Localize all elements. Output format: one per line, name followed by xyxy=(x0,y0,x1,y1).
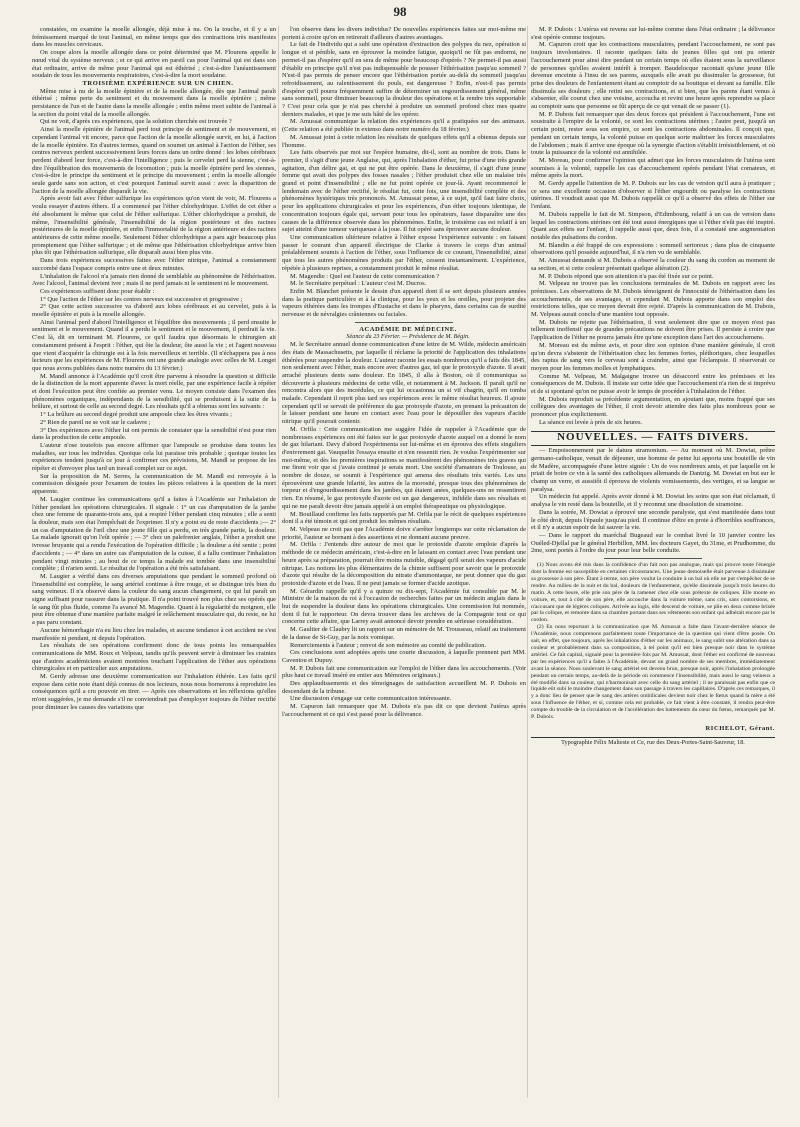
paragraph: On coupe alors la moelle allongée dans ce point déterminé que M. Flourens appelle le nœud vital du système nerveux ; et ce qui arrive en pareil cas pour l'animal qui est dans son état ordinaire, arrive de même pour l'animal qui est éthérisé ; c'est-à-dire l'anéantissement soudain de tous les mouvements respiratoires, c'est-à-dire la mort soudaine. xyxy=(32,49,276,80)
paragraph: 1° La brûlure au second degré produit une ampoule chez les êtres vivants ; xyxy=(40,411,232,419)
paragraph: M. Dubois reproduit sa précédente argumentation, en ajoutant que, moins frappé que ses collègues des avantages de l'éther, il croit devoir attendre des faits plus nombreux pour se prononcer plus explicitement. xyxy=(531,395,775,419)
printer-imprint: Typographie Félix Malteste et Ce, rue des Deux-Portes-Saint-Sauveur, 18. xyxy=(561,738,745,746)
paragraph: M. Gerdy appelle l'attention de M. P. Dubois sur les cas de version qu'il aura à pratiquer ; ce sera une excellente occasion d'observer si l'éther engourdit ou paralyse les contractions utérines. Il voudrait aussi que M. Dubois rappelât ce qu'il a observé des effets de l'éther sur l'enfant. xyxy=(531,180,775,211)
paragraph: 3° Des expériences avec l'éther lui ont permis de constater que la sensibilité n'est pour rien dans la production de cette ampoule. xyxy=(32,426,276,442)
paragraph: L'auteur n'ose toutefois pas encore affirmer que l'ampoule se produise dans toutes les maladies, sur tous les individus. Quoique cela lui paraisse très probable ; quoique toutes les expériences tendent jusqu'à ce jour à confirmer ces prévisions, M. Mandl se propose de les répéter et d'envoyer plus tard un travail complet sur ce sujet. xyxy=(32,441,276,473)
paragraph: M. Amussat joint à cette relation les résultats de quelques effets qu'il a obtenus depuis sur l'homme. xyxy=(282,133,526,149)
paragraph: constatées, on examine la moelle allongée, déjà mise à nu. On la touche, et il y a un frémissement marqué de tout l'animal, en même temps que des contractions très manifestes dans les muscles cervicaux. xyxy=(32,26,276,49)
paragraph: M. Capuron fait remarquer que M. Dubois n'a pas dit ce que devient l'utérus après l'accouchement et ce qui s'est passé pour la délivrance. xyxy=(282,703,526,718)
paragraph: Après avoir fait avec l'éther sulfurique les expériences qu'on vient de voir, M. Flourens a voulu essayer d'autres éthers. Il a commencé par l'éther chlorhydrique. L'effet de cet éther a été absolument le même que celui de l'éther sulfurique. L'éther chlorhydrique a produit, de même, l'insensibilité générale, l'insensibilité de la région postérieure et des racines postérieures de la moelle épinière, et enfin l'immortalité de la région antérieure et des racines antérieures de cette même moelle. Seulement l'éther chlorhydrique a paru agir beaucoup plus promptement que l'éther sulfurique ; et de même que l'éthérisation chlorhydrique arrive bien plus tôt que l'éthérisation sulfurique, elle disparaît aussi bien plus vite. xyxy=(32,195,276,257)
paragraph: M. Amussat communique la relation des expériences qu'il a pratiquées sur des animaux. (Cette relation a été publiée in extenso dans notre numéro du 18 février.) xyxy=(282,118,526,134)
paragraph: La séance est levée à près de six heures. xyxy=(539,418,643,426)
paragraph: Des applaudissements et des témoignages de satisfaction accueillent M. P. Dubois en descendant de la tribune. xyxy=(282,680,526,695)
paragraph: Dans la soirée, M. Dowiat a éprouvé une seconde paralysie, qui s'est manifestée dans tout le côté droit, depuis l'épaule jusqu'au pied. Il continue d'être en proie à d'horribles souffrances, et il n'y a aucun espoir de lui sauver la vie. xyxy=(531,508,775,532)
paragraph: M. Orfila : J'entends dire autour de moi que le protoxide d'azote emploie d'après la méthode de ce médecin américain, c'est-à-dire en le laissant en contact avec l'eau pendant une heure après sa préparation, pourrait être moins nuisible, dégagé qu'il serait des vapeurs d'acide nitrique. Les notions les plus élémentaires de la chimie suffisent pour savoir que le protoxide d'azote qui résulte de la décomposition du nitrate d'ammoniaque, ne peut donner que du gaz protoxide d'azote et de l'eau. Il ne peut jamais se former d'acide azotique. xyxy=(282,541,526,587)
paragraph: Ces conclusions sont adoptées après une courte discussion, à laquelle prennent part MM. Caventou et Dupuy. xyxy=(282,649,526,664)
paragraph: M. Orfila : Cette communication me suggère l'idée de rappeler à l'Académie que de nombreuses expériences ont été faites sur le gaz protoxyde d'azote auquel on a donné le nom de gaz hilariant. Davy d'abord l'expérimenta sur lui-même et en éprouva des effets singuliers d'enivrement gai. Vauquelin l'essaya ensuite et n'en ressentit rien. Je voulus l'expérimenter sur moi-même, et dès les premières inspirations se manifestèrent des phénomènes très graves qui me firent voir que si j'avais continué je serais mort. Une société d'amateurs de Toulouse, au nombre de douze, se soumit à l'expérience qui amena des résultats très variés. Les uns éprouvèrent une grande hilarité, les autres de la morosité, presque tous des phénomènes de torpeur et d'engourdissement dans les jambes, qui étaient anées, quelques-uns ne ressentirent rien. En résumé, le gaz protoxyde d'azote est un gaz dangereux, infidèle dans ses résultats et qui ne me paraît devoir être jamais appelé à un emploi thérapeutique ou physiologique. xyxy=(282,425,526,510)
paragraph: Les faits observés par moi sur l'espèce humaine, dit-il, sont au nombre de trois. Dans le premier, il s'agit d'une jeune Anglaise, qui, après l'inhalation d'éther, fut prise d'une très grande agitation, d'un délire gai, et qui ne put être opérée. Dans le deuxième, il s'agit d'une jeune femme qui avait des polypes des fosses nasales ; l'éther produisit chez elle un malaise très grand et point d'insensibilité ; elle ne fut point opérée ce jour-là. Ayant recommencé le lendemain avec de l'éther rectifié, le résultat fut, cette fois, une insensibilité complète et des phénomènes hystériques très prononcés. M. Amussat pense, à ce sujet, qu'il faut faire choix, pour les applications chirurgicales et pour les expériences, d'un éther toujours identique, de concentration toujours égale qui, servant pour tous les opérateurs, fasse disparaître une des causes de la différence observée dans les phénomènes. Enfin, le troisième cas est relatif à un sujet atteint d'une tumeur variqueuse à la joue. Il fut opéré sans éprouver aucune douleur. xyxy=(282,149,526,234)
column-3 xyxy=(531,26,775,1098)
paragraph: M. Gaultier de Claubry lit un rapport sur un mémoire de M. Trousseau, relatif au traitement de la danse de St-Guy, par la noix vomique. xyxy=(282,626,526,641)
paragraph: M. Blandin a été frappé de ces expressions : sommeil sertoreux ; dans plus de cinquante observations qu'il possède aujourd'hui, il n'a rien vu de semblable. xyxy=(531,241,775,257)
paragraph: L'inhalation de l'alcool n'a jamais rien donné de semblable au phénomène de l'éthérisation. Avec l'alcool, l'animal devient ivre ; mais il ne perd jamais ni le sentiment ni le mouvement. xyxy=(32,272,276,288)
paragraph: Même mise à nu de la moelle épinière et de la moelle allongée, dès que l'animal paraît éthérisé ; même perte du sentiment et du mouvement dans la moelle épinière ; même persistance de l'un et de l'autre dans la moelle allongée ; enfin même mort subite de l'animal à la section du point vital de la moelle allongée. xyxy=(32,87,276,118)
paragraph: M. Dubois rappelle le fait de M. Simpson, d'Edimbourg, relatif à un cas de version dans lequel les contractions utérines ont été tout aussi énergiques que si l'éther n'eût pas été inspiré. Quant aux effets sur l'enfant, il rappelle aussi que, deux fois, il a constaté une augmentation notable des pulsations du cordon. xyxy=(531,210,775,241)
paragraph: — Dans le rapport du maréchal Bugeaud sur le combat livré le 10 janvier contre les Ouéled-Djellal par le général Herbillon, MM. les docteurs Gayet, du 31me, et Prudhomme, du 2me, sont portés à l'ordre du jour pour leur belle conduite. xyxy=(531,532,775,555)
paragraph: M. Moreau, pour confirmer l'opinion qui admet que les forces musculaires de l'utérus sont soumises à la volonté, rappelle les cas d'accouchement opérés pendant l'état comateux, et même après la mort. xyxy=(531,156,775,180)
column-1 xyxy=(32,26,276,1098)
paragraph: Ces expériences suffisent donc pour établir : xyxy=(40,287,155,295)
paragraph: Un médecin fut appelé. Après avoir donné à M. Dowiat les soins que son état réclamait, il analysa le vin resté dans la bouteille, et il y reconnut une dissolution de stramoine. xyxy=(531,493,775,509)
section-rule xyxy=(531,445,775,446)
column-2 xyxy=(282,26,526,1098)
paragraph: — Empoisonnement par le datura stramonium. — Au moment où M. Dowiat, prêtre germano-catholique, venait de déjeuner, une homme de peine lui apporta une bouteille de vin de Madère, accompagnée d'une lettre signée : Un de vos nombreux amis, et par laquelle on le priait de boire ce vin à la santé des catholiques allemands de Dantzig. M. Dowiat en but sur le champ un verre, et aussitôt il éprouva de violents vomissements, des vertiges, et sa langue se paralysa. xyxy=(531,447,775,493)
paragraph: Ainsi l'animal perd d'abord l'intelligence et l'équilibre des mouvements ; il perd ensuite le sentiment et le mouvement. Quand il a perdu le sentiment et le mouvement, il perdrait la vie. C'est là, dit en terminant M. Flourens, ce qu'il faudra que désormais le chirurgien ait constamment présent à l'esprit : l'éther, qui ôte la douleur, ôte aussi la vie ; et l'agent nouveau que vient d'acquérir la chirurgie est à la fois merveilleux et terrible. (Il n'échappera pas à nos lecteurs que les expériences de M. Flourens ont une grande analogie avec celles de M. Longet que nous avons publiées dans notre numéro du 13 février.) xyxy=(32,318,276,372)
footnotes xyxy=(531,562,775,721)
paragraph: M. Gérardin rappelle qu'il y a quinze ou dix-sept, l'Académie fut consultée par M. le Ministre de la maison du roi à l'occasion de recherches faites par un médecin anglais dans le but de suspendre la douleur dans les opérations chirurgicales. Une commission fut nommée, dont il fut le rapporteur. On devra trouver dans les archives de la Compagnie tout ce qui concerne cette affaire, que Larrey avait annoncé devoir prendre en sérieuse considération. xyxy=(282,587,526,626)
section-rule xyxy=(531,737,775,738)
paragraph: Comme M. Velpeau, M. Malgaigne trouve un désaccord entre les prémisses et les conséquences de M. Dubois. Il insiste sur cette idée que l'accouchement n'a rien de si imprévu et de si spontané qu'on ne puisse avoir le temps de procéder à l'inhalation de l'éther. xyxy=(531,372,775,396)
session-subheading: Séance du 23 Février. — Présidence de M. Bégin. xyxy=(346,333,470,341)
news-banner-heading: NOUVELLES. — FAITS DIVERS. xyxy=(557,430,749,443)
paragraph: Une discussion s'engage sur cette communication intéressante. xyxy=(290,695,452,703)
paragraph: M. P. Dubois : L'utérus est revenu sur lui-même comme dans l'état ordinaire ; la délivrance s'est opérée comme toujours. xyxy=(531,26,775,41)
paragraph: M. Velpeau ne trouve pas les conclusions terminales de M. Dubois en rapport avec les prémisses. Les observations de M. Dubois témoignent de l'innocuité de l'éthérisation dans les accouchements, de ses avantages, et cependant M. Dubois apporte dans son emploi des restrictions telles, que ce moyen devrait être rejeté. D'après la communication de M. Dubois, M. Velpeau aurait conclu d'une manière tout opposée. xyxy=(531,280,775,319)
paragraph: 2° Rien de pareil ne se voit sur le cadavre ; xyxy=(40,418,151,426)
paragraph: M. Moreau est du même avis, et pour dire son opinion d'une manière générale, il croit qu'on devra s'abstenir de l'éthérisation chez les femmes fortes, pléthoriques, chez lesquelles des raptus de sang vers le cerveau sont à craindre, ainsi que l'éclampsie. Il réserverait ce moyen pour les femmes molles et lymphatiques. xyxy=(531,341,775,372)
paragraph: M. Velpeau ne croit pas que l'Académie doive s'arrêter longtemps sur cette réclamation de priorité, l'auteur se bornant à des assertions et ne donnant aucune preuve. xyxy=(282,526,526,541)
paragraph: M. P. Dubois fait remarquer que des deux forces qui président à l'accouchement, l'une est soustraite à l'empire de la volonté, ce sont les contractions utérines ; l'autre peut, jusqu'à un certain point, rester sous son empire, ce sont les contractions abdominales. Il conçoit que, pendant un certain temps, la volonté puisse en quelque sorte maîtriser les forces musculaires de l'abdomen ; mais il arrive une époque où la synergie d'action s'établit irrésistiblement, et où toute la puissance de la volonté est annihilée. xyxy=(531,110,775,157)
paragraph: M. Bouillaud confirme les faits rapportés par M. Orfila par le récit de quelques expériences dont il a été témoin et qui ont produit les mêmes résultats. xyxy=(282,510,526,526)
page-number: 98 xyxy=(393,4,407,19)
paragraph: M. Magendie : Quel est l'auteur de cette communication ? xyxy=(290,272,440,280)
paragraph: M. Capuron croit que les contractions musculaires, pendant l'accouchement, ne sont pas toujours involontaires. Il raconte quelques faits de jeunes filles qui ont pu retenir l'accouchement pour ainsi dire pendant un certain temps où elles étaient sous la surveillance de personnes qu'elles avaient intérêt à tromper. Baudelocque racontait qu'une jeune fille devenue enceinte à l'insu de ses parens, auxquels elle avait pu dissimuler la grossesse, fut prise des douleurs de l'enfantement étant au comptoir de sa boutique et devant sa famille. Elle dissimula ses douleurs ; elle retint ses contractions, et si bien, que les parens étant venus à s'absenter, elle courut chez une voisine, accoucha et revint une heure après reprendre sa place au comptoir sans que personne se fût aperçu de ce qui venait de se passer (1). xyxy=(531,41,775,111)
paragraph: M. Gerdy adresse une deuxième communication sur l'inhalation éthérée. Les faits qu'il expose dans cette note étant déjà connus de nos lecteurs, nous nous bornerons à reproduire les conséquences qu'il a cru pouvoir en tirer. — Après ces observations et les réflexions qu'elles m'ont suggérées, je me demande s'il ne conviendrait pas d'employer toujours de l'éther rectifié pour diminuer les causes des variations que xyxy=(32,673,276,711)
section-heading: TROISIÈME EXPÉRIENCE SUR UN CHIEN. xyxy=(82,79,234,87)
section-heading: ACADÉMIE DE MÉDECINE. xyxy=(359,325,457,333)
paragraph: M. Amussat demande si M. Dubois a observé la couleur du sang du cordon au moment de sa section, et si cette couleur présentait quelque altération (2). xyxy=(531,257,775,272)
paragraph: M. le Secrétaire perpétuel : L'auteur c'est M. Ducros. xyxy=(290,280,427,288)
paragraph: M. Laugier continue les communications qu'il a faites à l'Académie sur l'inhalation de l'éther pendant les opérations chirurgicales. Il signale : 1° un cas d'amputation de la jambe chez une femme de quarante-trois ans, qui a respiré l'éther pendant cinq minutes ; elle a senti la douleur, mais son état l'empêchait de l'exprimer. Il n'y a point eu de reste d'accidents ;— 2° un cas d'amputation de l'œil chez une jeune fille qui a perdu, en très grande partie, la douleur. La malade ignorait qu'on l'eût opérée ; — 3° chez un palefrenier anglais, l'éther a produit une ivresse bruyante qui a rendu l'exécution de l'opération difficile ; la douleur a été sentie ; point d'accidents ; — 4° dans un autre cas d'amputation de la cuisse, il a fallu continuer l'inhalation pendant vingt minutes ; au bout de ce temps la malade est tombée dans une insensibilité complète ; il n'arien senti. Le résultat de l'opération a été très satisfaisant. xyxy=(32,495,276,573)
paragraph: Le fait de l'individu qui a subi une opération d'extraction des polypes du nez, opération si longue et si pénible, sans en éprouver la moindre fatigue, quoiqu'il ne fût pas endormi, ne permet-il pas d'espérer qu'il en sera de même pour beaucoup d'opérés ? Ne permet-il pas aussi d'établir en principe qu'il n'est pas indispensable de pousser l'éthérisation jusqu'au sommeil ? N'est-il pas permis de penser encore que l'éthérisation portée au-delà du sommeil jusqu'au refroidissement, au ralentissement du pouls, est dangereuse ? Enfin, n'est-il pas permis d'espérer qu'il pourra fréquemment suffire de déterminer un engourdissement général, même sans sommeil, pour diminuer beaucoup la douleur des opérations et la rendre très supportable ? C'est pour cela que je n'ai pas cherché à produire un sommeil profond chez mes quatre derniers malades, et que je me suis hâté de les opérer. xyxy=(282,41,526,118)
paragraph: M. Laugier a vérifié dans ces diverses amputations que pendant le sommeil profond où l'insensibilité est complète, le sang artériel continue à être rouge, et se distingue très bien du sang veineux. Il n'a observé dans la couleur du sang aucun changement, ce qui lui paraît un signe suffisant pour rassurer dans la pratique. Il n'a point trouvé non plus chez ses opérés que le sang fût plus fluide, comme l'a avancé M. Magendie. Quant à la régularité du moignon, elle peut être obtenue d'une manière parfaite malgré le relâchement musculaire qui, du reste, ne lui a pas paru constant. xyxy=(32,572,276,627)
paragraph: 1° Que l'action de l'éther sur les centres nerveux est successive et progressive ; xyxy=(40,295,243,303)
editor-signature: RICHELOT, Gérant. xyxy=(705,724,775,732)
paragraph: Aucune hémorrhagie n'a eu lieu chez les malades, et aucune tendance à cet accident ne s'est manifestée ni pendant, ni depuis l'opération. xyxy=(32,626,276,642)
paragraph: Les résultats de ses opérations confirment donc de tous points les remarquables communications de MM. Roux et Velpeau, tandis qu'ils peuvent servir à diminuer les craintes que d'autres académiciens avaient montrées touchant l'application de l'éther aux opérations chirurgicales et en particulier aux amputations. xyxy=(32,642,276,673)
column-divider xyxy=(527,26,528,1098)
paragraph: Une communication ultérieure relative à l'éther expose l'expérience suivante : en faisant passer le courant d'un appareil électrique de Clarke à travers le corps d'un animal préalablement soumis à l'action de l'éther, sous l'influence de ce courant, l'insensibilité, ainsi que tous les autres phénomènes produits par l'éther, cessent instantanément. L'expérience, répétée à plusieurs reprises, a constamment produit le même résultat. xyxy=(282,233,526,272)
paragraph: M. le Secrétaire annuel donne communication d'une lettre de M. Wilde, médecin américain des états de Massachusetts, par laquelle il réclame la priorité de l'application des inhalations éthérées pour suspendre la douleur. L'auteur raconte les essais nombreux qu'il a faits dès 1845, non seulement avec l'éther, mais encore avec d'autres gaz, tel que le protoxyde d'azote. Il avait arraché plusieurs dents sans douleur. En 1845, il alla à Boston, où il communiqua sa découverte à plusieurs médecins de cette ville, et notamment à M. Jackson. Il paraît qu'il ne rencontra alors que des incrédules, ce qui lui occasionna un si vif chagrin, qu'il en tomba malade. Cependant il reprit plus tard ses expériences avec le même résultat heureux. Il ajoute cependant qu'il se servait de préférence du gaz protoxyde d'azote, en prenant la précaution de le laisser pendant une heure en contact avec l'eau pour le dépouiller des vapeurs d'acide nitrique qu'il pourrait contenir. xyxy=(282,341,526,426)
column-divider xyxy=(278,26,279,1098)
paragraph: M. P. Dubois fait une communication sur l'emploi de l'éther dans les accouchements. (Voir plus haut ce travail inséré en entier aux Mémoires originaux.) xyxy=(282,664,526,680)
footnote-rule xyxy=(604,558,702,559)
paragraph: Enfin M. Blanchet présente le dessin d'un appareil dont il se sert depuis plusieurs années dans la pratique particulière et à la clinique, pour les yeux et les oreilles, pour projeter des vapeurs éthérées dans les trompes d'Eustache et dans le pharynx, dans certains cas de surdité nerveuse et de névralgies crâniennes ou faciales. xyxy=(282,287,526,319)
paragraph: 2° Que cette action successive va d'abord aux lobes cérébraux et au cervelet, puis à la moelle épinière et puis à la moelle allongée. xyxy=(32,303,276,319)
paragraph: Dans trois expériences successives faites avec l'éther nitrique, l'animal a constamment succombé dans l'espace compris entre une et deux minutes. xyxy=(32,257,276,272)
paragraph: M. Mandl annonce à l'Académie qu'il croit être parvenu à résoudre la question si difficile de la distinction de la mort apparente d'avec la mort réelle, par une expérience facile à répéter et dont l'exécution peut être confiée au premier venu. Le moyen consiste dans l'examen des phénomènes organiques, indépendants de la sensibilité, qui se produisent à la suite de la brûlure, et surtout de celle au second degré. Les résultats qu'il a obtenus sont les suivants : xyxy=(32,372,276,411)
footnote: (1) Nous avons été mis dans la confidence d'un fait non pas analogue, mais qui prouve toute l'énergie dont la femme est susceptible en certaines circonstances. Une jeune demoiselle était parvenue à dissimuler sa grossesse à son père. Étant à terme, son père voulut la conduire à un bal où elle ne put s'empêcher de se rendre. Au milieu de la nuit et du bal, douleurs de l'enfantement, qu'elle dissimule jusqu'à trois heures du matin. A cette heure, elle prie son père de la ramener chez elle sous prétexte de coliques. Elle monte en voiture, et, tout à côté de son père, elle accouche dans la voiture même, sans cris, sans contorsions, et n'accusant que de légères coliques. Arrivée au logis, elle descend de voiture, se plie en deux comme brisée par la colique, et remonte dans sa chambre portant dans ses vêtements son enfant qui adhérait encore par le cordon. xyxy=(531,562,775,624)
paragraph: Qui ne voit, d'après ces expériences, que la solution cherchée est trouvée ? xyxy=(40,118,232,126)
footnote: (2) En nous reportant à la communication que M. Amussat a faite dans l'avant-dernière séance de l'Académie, nous comprenons parfaitement toute l'importance de la question qui vient d'être posée. On sait, en effet, que toujours, après les inhalations d'éther sur les animaux, le sang subit une altération dans sa couleur et probablement dans sa composition, à tel point qu'il est bien presque noir dans le système artériel. Ce fait capital, signalé pour la première fois par M. Amussat, dont l'éther est confirmé de nouveau par les expériences qu'il a faites à l'Académie, devant un grand nombre de ses membres, immédiatement avant la séance. Nous soulevant le sang artériel est devenu brun, presque noir, après l'inhalation prolongée pendant un certain temps, au-delà de la période où commence l'insensibilité, mais aussi le sang veineux a été modifié dans sa couleur, qui n'harmonisait avec celle du sang artériel ; il ne paraissait pas enfin que ce liquide eût subi le moindre changement dans son passage à travers les capillaires. D'après ces remarques, il y a donc lieu de penser que le sang des artères ombilicales devient noir chez le fœtus quand la mère a été sous l'influence de l'éther, et si, comme cela est probable, ce fait vient à être constaté, il rendra peut-être compte du trouble de la circulation et de l'accélération des battements du cœur du fœtus, remarqués par M. P. Dubois. xyxy=(531,624,775,721)
paragraph: Remerciements à l'auteur ; renvoi de son mémoire au comité de publication. xyxy=(290,641,487,649)
paragraph: M. Dubois ne rejette pas l'éthérisation, il veut seulement dire que ce moyen n'est pas tellement inoffensif que de grandes précautions ne doivent être prises. Il persiste à croire que l'application de l'éther ne pourra jamais être qu'une exception dans l'art des accouchemens. xyxy=(531,318,775,342)
paragraph: Sur la proposition de M. Serres, la communication de M. Mandl est renvoyée à la commission désignée pour l'examen de toutes les pièces relatives à la question de la mort apparente. xyxy=(32,472,276,496)
paragraph: l'on observe dans les divers individus? De nouvelles expériences faites sur moi-même me portent à croire qu'on en retirerait d'ailleurs d'autres avantages. xyxy=(282,26,526,41)
paragraph: M. P. Dubois répond que son attention n'a pas été fixée sur ce point. xyxy=(539,272,714,280)
paragraph: Ainsi la moelle épinière de l'animal perd tout principe de sentiment et de mouvement, et cependant l'animal vit encore, parce que l'action de la moelle allongée survit, en lui, à l'action de la moelle épinière. En d'autres termes, quand on soumet un animal à l'action de l'éther, ses centres nerveux perdent successivement leurs forces dans un ordre donné : les lobes cérébraux perdent d'abord leur force, c'est-à-dire l'intelligence ; puis le cervelet perd la sienne, c'est-à-dire l'équilibration des mouvements de locomotion ; puis la moelle épinière perd les siennes, c'est-à-dire le principe du sentiment et le principe du mouvement ; enfin la moelle allongée seule garde sans son action, et c'est pourquoi l'animal survit aussi : avec la disparition de l'action de la moelle allongée disparaît la vie. xyxy=(32,126,276,195)
section-rule xyxy=(355,322,453,323)
